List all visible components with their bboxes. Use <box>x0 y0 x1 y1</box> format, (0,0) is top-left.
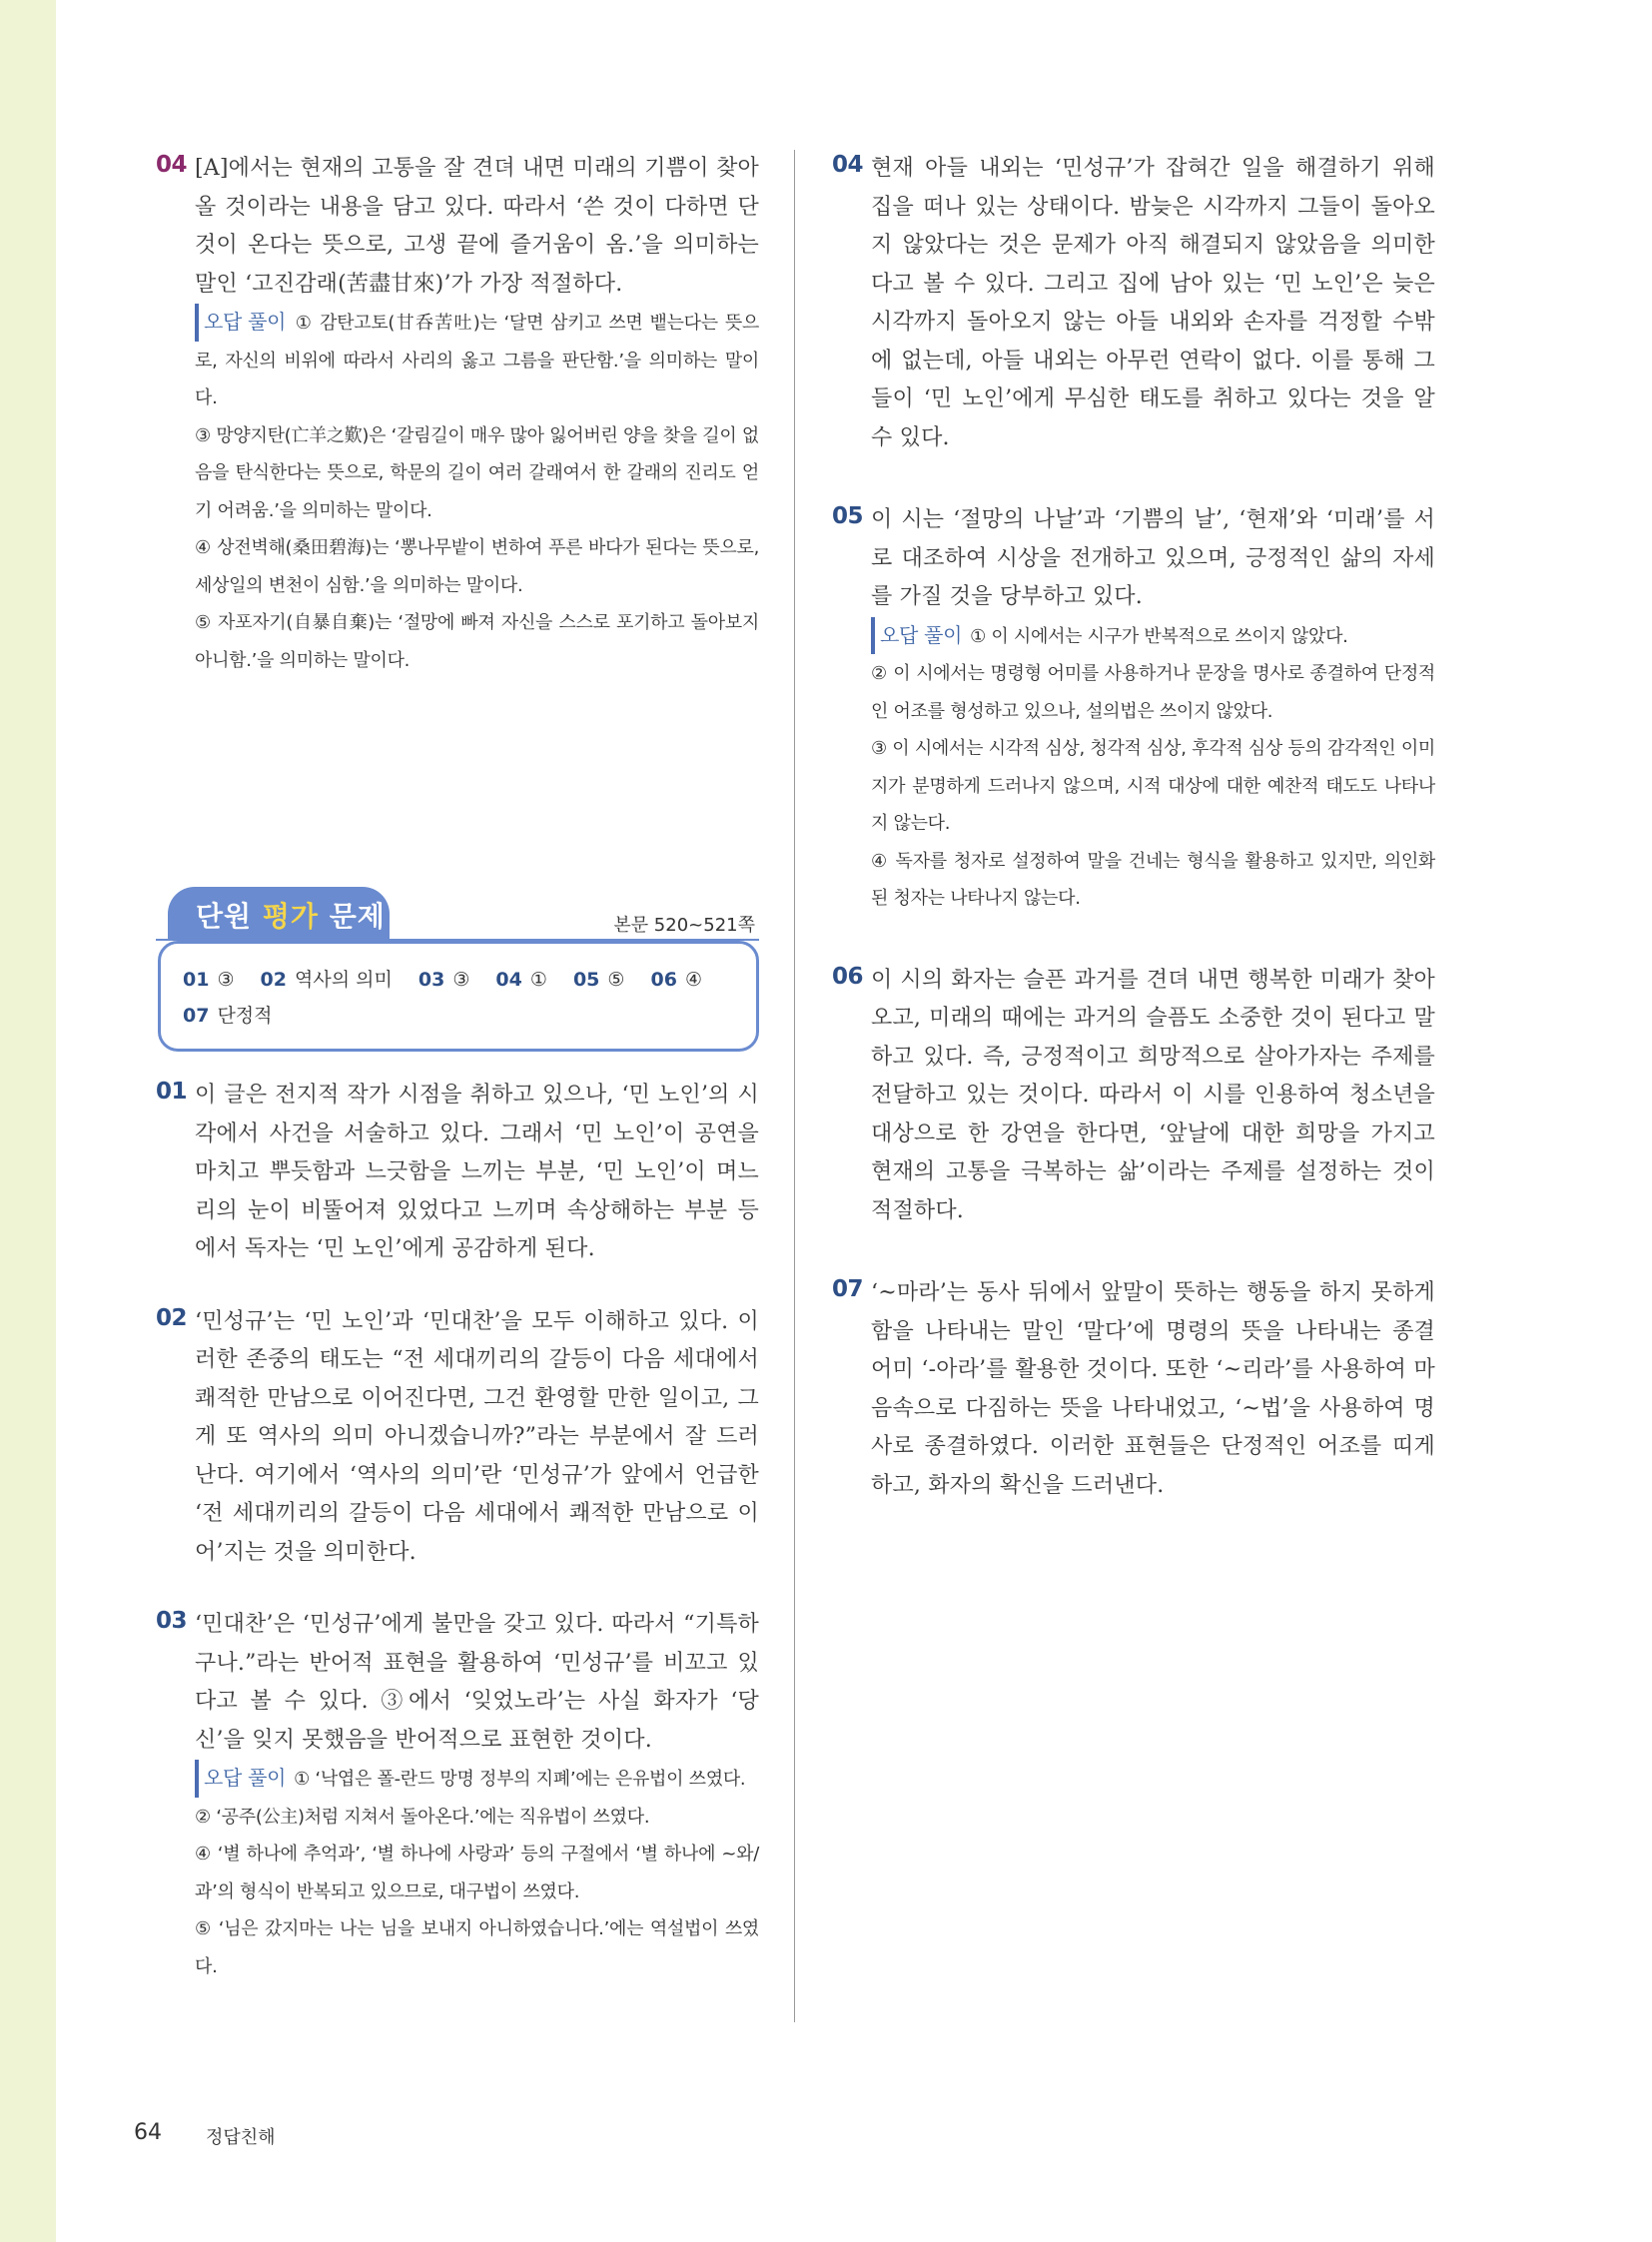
answer-key-item: 05 ⑤ <box>572 969 625 991</box>
answer-key-item: 01 ③ <box>183 969 235 991</box>
explanation-line: ① ‘낙엽은 폴-란드 망명 정부의 지폐’에는 은유법이 쓰였다. <box>294 1769 746 1790</box>
answer-number: 07 <box>832 1276 864 1302</box>
answer-number: 03 <box>156 1608 188 1634</box>
wrong-answer-explanation <box>195 1760 759 1985</box>
answer-text: ‘민성규’는 ‘민 노인’과 ‘민대찬’을 모두 이해하고 있다. 이러한 존중의 태도는 “전 세대끼리의 갈등이 다음 세대에서 쾌적한 만남으로 이어진다면, 그건 환영할 만한 일이고, 그게 또 역사의 의미 아니겠습니까?”라는 부분에서 잘 드러난다. 여기에서 ‘역사의 의미’란 ‘민성규’가 앞에서 언급한 ‘전 세대끼리의 갈등이 다음 세대에서 쾌적한 만남으로 이어’지는 것을 의미한다. <box>195 1308 759 1565</box>
answer-text: 이 글은 전지적 작가 시점을 취하고 있으나, ‘민 노인’의 시각에서 사건을 서술하고 있다. 그래서 ‘민 노인’이 공연을 마치고 뿌듯함과 느긋함을 느끼는 부분, ‘민 노인’이 며느리의 눈이 비뚤어져 있었다고 느끼며 속상해하는 부분 등에서 독자는 ‘민 노인’에게 공감하게 된다. <box>195 1083 759 1261</box>
answer-item-01 <box>156 1077 759 1269</box>
explanation-line: ④ 독자를 청자로 설정하여 말을 건네는 형식을 활용하고 있지만, 의인화된 청자는 나타나지 않는다. <box>871 850 1435 909</box>
book-title: 정답친해 <box>206 2127 276 2148</box>
answer-text: 이 시는 ‘절망의 나날’과 ‘기쁨의 날’, ‘현재’와 ‘미래’를 서로 대조하여 시상을 전개하고 있으며, 긍정적인 삶의 자세를 가질 것을 당부하고 있다. <box>871 507 1435 609</box>
answer-item-03 <box>156 1606 759 1985</box>
unit-title-tab <box>168 887 390 941</box>
explanation-line: ⑤ 자포자기(自暴自棄)는 ‘절망에 빠져 자신을 스스로 포기하고 돌아보지 아니함.’을 의미하는 말이다. <box>195 612 759 671</box>
column-divider <box>794 150 795 2022</box>
answer-number: 01 <box>156 1079 188 1105</box>
explanation-line: ④ ‘별 하나에 추억과’, ‘별 하나에 사랑과’ 등의 구절에서 ‘별 하나에 ~와/과’의 형식이 반복되고 있으므로, 대구법이 쓰였다. <box>195 1844 759 1902</box>
answer-item-prev-04 <box>156 150 759 679</box>
answer-key-item: 07 단정적 <box>183 1005 273 1027</box>
answer-number: 06 <box>832 963 864 990</box>
answer-text: [A]에서는 현재의 고통을 잘 견뎌 내면 미래의 기쁨이 찾아올 것이라는 내용을 담고 있다. 따라서 ‘쓴 것이 다하면 단 것이 온다는 뜻으로, 고생 끝에 즐거움이 옴.’을 의미하는 말인 ‘고진감래(苦盡甘來)’가 가장 적절하다. <box>195 156 759 297</box>
answer-item-02 <box>156 1303 759 1573</box>
answer-number: 02 <box>156 1304 188 1331</box>
answer-item-05 <box>832 501 1435 918</box>
right-column <box>832 150 1435 1505</box>
answer-item-04 <box>832 150 1435 457</box>
textbook-page-reference: 본문 520~521쪽 <box>613 915 755 936</box>
answer-text: 이 시의 화자는 슬픈 과거를 견뎌 내면 행복한 미래가 찾아오고, 미래의 때에는 과거의 슬픔도 소중한 것이 된다고 말하고 있다. 즉, 긍정적이고 희망적으로 살아가자는 주제를 전달하고 있는 것이다. 따라서 이 시를 인용하여 청소년을 대상으로 한 강연을 한다면, ‘앞날에 대한 희망을 가지고 현재의 고통을 극복하는 삶’이라는 주제를 설정하는 것이 적절하다. <box>871 967 1435 1223</box>
page-number: 64 <box>134 2120 162 2145</box>
answer-key-box <box>158 941 759 1052</box>
answer-item-06 <box>832 962 1435 1231</box>
left-column <box>156 150 759 679</box>
answer-number: 04 <box>832 152 864 178</box>
explanation-label: 오답 풀이 <box>195 304 286 342</box>
answer-text: ‘민대찬’은 ‘민성규’에게 불만을 갖고 있다. 따라서 “기특하구나.”라는 반어적 표현을 활용하여 ‘민성규’를 비꼬고 있다고 볼 수 있다. ③에서 ‘잊었노라’는 사실 화자가 ‘당신’을 잊지 못했음을 반어적으로 표현한 것이다. <box>195 1612 759 1753</box>
explanation-line: ② ‘공주(公主)처럼 지쳐서 돌아온다.’에는 직유법이 쓰였다. <box>195 1806 650 1828</box>
explanation-line: ⑤ ‘님은 갔지마는 나는 님을 보내지 아니하였습니다.’에는 역설법이 쓰였다. <box>195 1918 759 1977</box>
wrong-answer-explanation <box>871 617 1435 918</box>
explanation-line: ③ 이 시에서는 시각적 심상, 청각적 심상, 후각적 심상 등의 감각적인 이미지가 분명하게 드러나지 않으며, 시적 대상에 대한 예찬적 태도도 나타나지 않는다. <box>871 738 1435 834</box>
answer-key-item: 06 ④ <box>650 969 702 991</box>
answer-key-item: 02 역사의 의미 <box>260 969 393 991</box>
unit-title: 단원 평가 문제 <box>196 900 386 933</box>
explanation-label: 오답 풀이 <box>195 1760 286 1798</box>
answer-number: 04 <box>156 152 188 178</box>
explanation-line: ② 이 시에서는 명령형 어미를 사용하거나 문장을 명사로 종결하여 단정적인 어조를 형성하고 있으나, 설의법은 쓰이지 않았다. <box>871 663 1435 722</box>
answer-key-item: 03 ③ <box>417 969 470 991</box>
unit-assessment-header <box>156 887 759 1052</box>
answer-item-07 <box>832 1274 1435 1505</box>
explanation-label: 오답 풀이 <box>871 617 962 655</box>
explanation-line: ① 감탄고토(甘呑苦吐)는 ‘달면 삼키고 쓰면 뱉는다는 뜻으로, 자신의 비위에 따라서 사리의 옳고 그름을 판단함.’을 의미하는 말이다. <box>195 313 759 408</box>
explanation-line: ① 이 시에서는 시구가 반복적으로 쓰이지 않았다. <box>970 625 1348 647</box>
answer-text: ‘~마라’는 동사 뒤에서 앞말이 뜻하는 행동을 하지 못하게 함을 나타내는 말인 ‘말다’에 명령의 뜻을 나타내는 종결 어미 ‘-아라’를 활용한 것이다. 또한 ‘~리라’를 사용하여 마음속으로 다짐하는 뜻을 나타내었고, ‘~법’을 사용하여 명사로 종결하였다. 이러한 표현들은 단정적인 어조를 띠게 하고, 화자의 확신을 드러낸다. <box>871 1280 1435 1498</box>
answer-key-list <box>183 962 742 1034</box>
explanation-line: ④ 상전벽해(桑田碧海)는 ‘뽕나무밭이 변하여 푸른 바다가 된다는 뜻으로, 세상일의 변천이 심함.’을 의미하는 말이다. <box>195 537 759 596</box>
answer-key-item: 04 ① <box>495 969 547 991</box>
answer-number: 05 <box>832 503 864 529</box>
answer-text: 현재 아들 내외는 ‘민성규’가 잡혀간 일을 해결하기 위해 집을 떠나 있는 상태이다. 밤늦은 시각까지 그들이 돌아오지 않았다는 것은 문제가 아직 해결되지 않았음을 의미한다고 볼 수 있다. 그리고 집에 남아 있는 ‘민 노인’은 늦은 시각까지 돌아오지 않는 아들 내외와 손자를 걱정할 수밖에 없는데, 아들 내외는 아무런 연락이 없다. 이를 통해 그들이 ‘민 노인’에게 무심한 태도를 취하고 있다는 것을 알 수 있다. <box>871 156 1435 450</box>
left-column-lower <box>156 1077 759 1985</box>
page-side-band <box>0 0 56 2242</box>
wrong-answer-explanation <box>195 304 759 679</box>
explanation-line: ③ 망양지탄(亡羊之歎)은 ‘갈림길이 매우 많아 잃어버린 양을 찾을 길이 없음을 탄식한다는 뜻으로, 학문의 길이 여러 갈래여서 한 갈래의 진리도 얻기 어려움.’을 의미하는 말이다. <box>195 424 759 521</box>
